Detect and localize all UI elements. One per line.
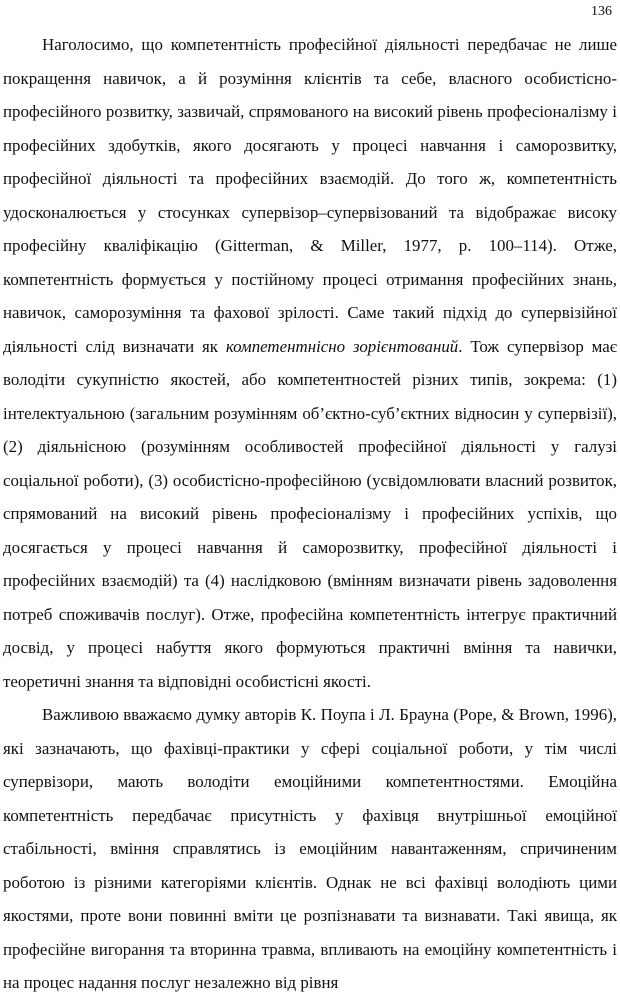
paragraph-competence-text-end: . Тож супервізор має володіти сукупністю якостей, або компетентностей різних типів, зокрема: (1) інтелектуальною (загальним розумінням об’єктно-суб’єктних відносин у супервізії), (2) діяльнісною (розумінням особливостей професійної діяльності у галузі соціальної роботи), (3) особистісно-професійною (усвідомлювати власний розвиток, спрямований на високий рівень професіоналізму і професійних успіхів, що досягається у процесі навчання й саморозвитку, професійної діяльності і професійних взаємодій) та (4) наслідковою (вмінням визначати рівень задоволення потреб споживачів послуг). Отже, професійна компетентність інтегрує практичний досвід, у процесі набуття якого формуються практичні вміння та навички, теоретичні знання та відповідні особистісні якості. (3, 336, 617, 691)
paragraph-competence (3, 28, 617, 698)
paragraph-competence-text-start: Наголосимо, що компетентність професійної діяльності передбачає не лише покращення навичок, а й розуміння клієнтів та себе, власного особистісно-професійного розвитку, зазвичай, спрямованого на високий рівень професіоналізму і професійних здобутків, якого досягають у процесі навчання і саморозвитку, професійної діяльності та професійних взаємодій. До того ж, компетентність удосконалюється у стосунках супервізор–супервізований та відображає високу професійну кваліфікацію (Gitterman, & Miller, 1977, p. 100–114). Отже, компетентність формується у постійному процесі отримання професійних знань, навичок, саморозуміння та фахової зрілості. Саме такий підхід до супервізійної діяльності слід визначати як (3, 35, 617, 356)
paragraph-emotional-competence: Важливою вважаємо думку авторів К. Поупа і Л. Брауна (Pope, & Brown, 1996), які зазначають, що фахівці-практики у сфері соціальної роботи, у тім числі супервізори, мають володіти емоційними компетентностями. Емоційна компетентність передбачає присутність у фахівця внутрішньої емоційної стабільності, вміння справлятись із емоційним навантаженням, спричиненим роботою із різними категоріями клієнтів. Однак не всі фахівці володіють цими якостями, проте вони повинні вміти це розпізнавати та визнавати. Такі явища, як професійне вигорання та вторинна травма, впливають на емоційну компетентність і на процес надання послуг незалежно від рівня (3, 705, 617, 992)
italic-term: компетентнісно зорієнтований (225, 336, 459, 356)
page-number: 136 (591, 4, 612, 19)
page-body (3, 28, 617, 1000)
